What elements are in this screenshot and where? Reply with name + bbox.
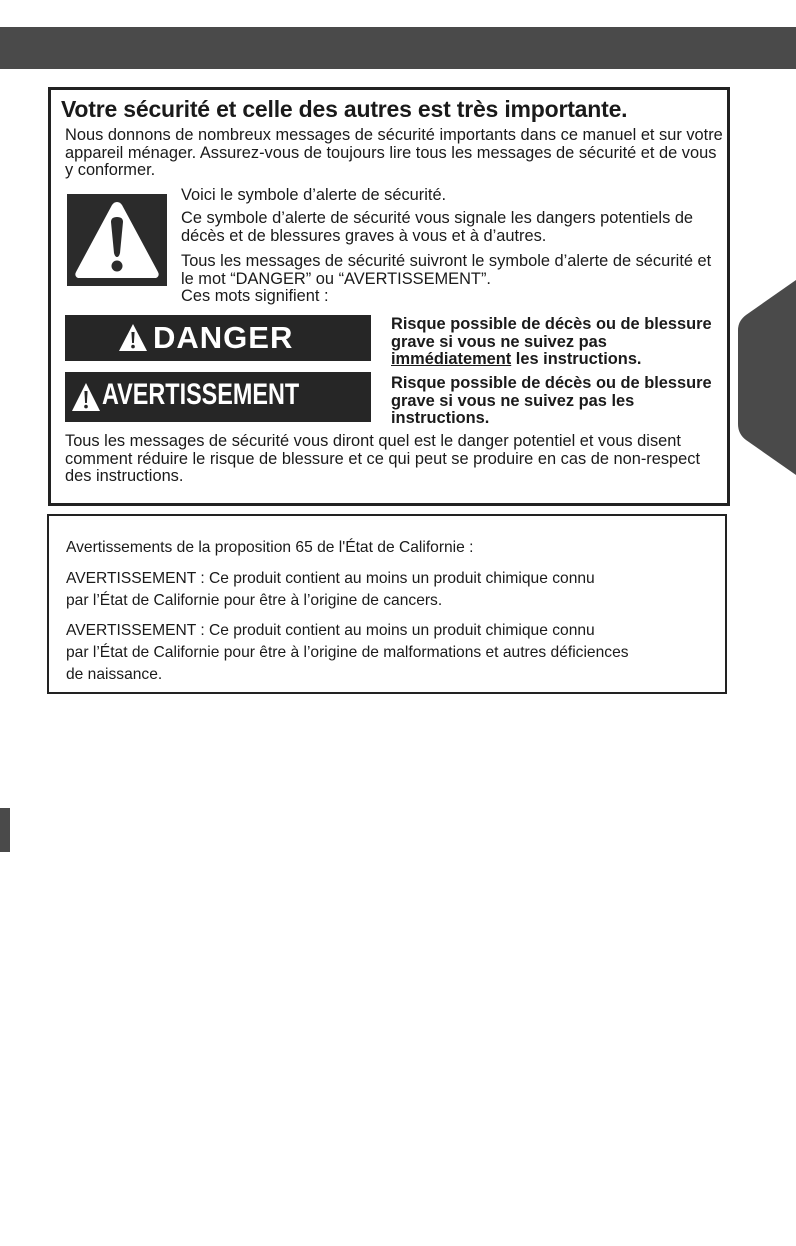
warning-description: Risque possible de décès ou de blessure grave si vous ne suivez pas les instructions. xyxy=(391,374,712,427)
danger-description xyxy=(391,316,726,369)
alert-symbol-icon xyxy=(67,194,167,286)
warning-alert-icon xyxy=(71,382,101,412)
alert-symbol-meaning: Ce symbole d’alerte de sécurité vous signale les dangers potentiels de décès et de blessures graves à vous et à d’autres. xyxy=(181,209,694,245)
danger-label: DANGER xyxy=(153,320,294,355)
prop65-notice-box xyxy=(47,514,727,694)
danger-banner xyxy=(65,315,371,361)
prop65-warning1-line2: par l’État de Californie pour être à l’origine de cancers. xyxy=(66,592,443,609)
safety-notice-box xyxy=(48,87,730,506)
section-side-tab xyxy=(738,280,796,475)
prop65-warning2-line2: par l’État de Californie pour être à l’origine de malformations et autres déficiences xyxy=(66,644,629,661)
signal-words-text: Tous les messages de sécurité suivront le symbole d’alerte de sécurité et le mot “DANGER” ou “AVERTISSEMENT”. xyxy=(181,252,712,288)
warning-label: AVERTISSEMENT xyxy=(102,378,300,411)
danger-description-emphasis: immédiatement xyxy=(391,350,512,368)
prop65-heading: Avertissements de la proposition 65 de l'État de Californie : xyxy=(66,539,474,556)
header-bar xyxy=(0,27,796,69)
prop65-warning1-line1: AVERTISSEMENT : Ce produit contient au moins un produit chimique connu xyxy=(66,570,595,587)
safety-title: Votre sécurité et celle des autres est très importante. xyxy=(61,96,628,122)
safety-intro-text: Nous donnons de nombreux messages de sécurité importants dans ce manuel et sur votre appareil ménager. Assurez-vous de toujours lire tous les messages de sécurité et de vous y conformer. xyxy=(65,126,723,179)
danger-description-part2: les instructions. xyxy=(515,350,642,368)
page-edge-marker xyxy=(0,808,10,852)
prop65-warning2-line3: de naissance. xyxy=(66,666,163,683)
signal-words-meaning: Ces mots signifient : xyxy=(181,287,329,305)
danger-description-part1: Risque possible de décès ou de blessure grave si vous ne suivez pas xyxy=(391,315,712,351)
warning-banner xyxy=(65,372,371,422)
safety-outro-text: Tous les messages de sécurité vous diront quel est le danger potentiel et vous disent comment réduire le risque de blessure et ce qui peut se produire en cas de non-respect des instructions. xyxy=(65,432,701,485)
prop65-warning2-line1: AVERTISSEMENT : Ce produit contient au moins un produit chimique connu xyxy=(66,622,595,639)
alert-symbol-intro: Voici le symbole d’alerte de sécurité. xyxy=(181,186,447,204)
danger-alert-icon xyxy=(118,323,148,352)
